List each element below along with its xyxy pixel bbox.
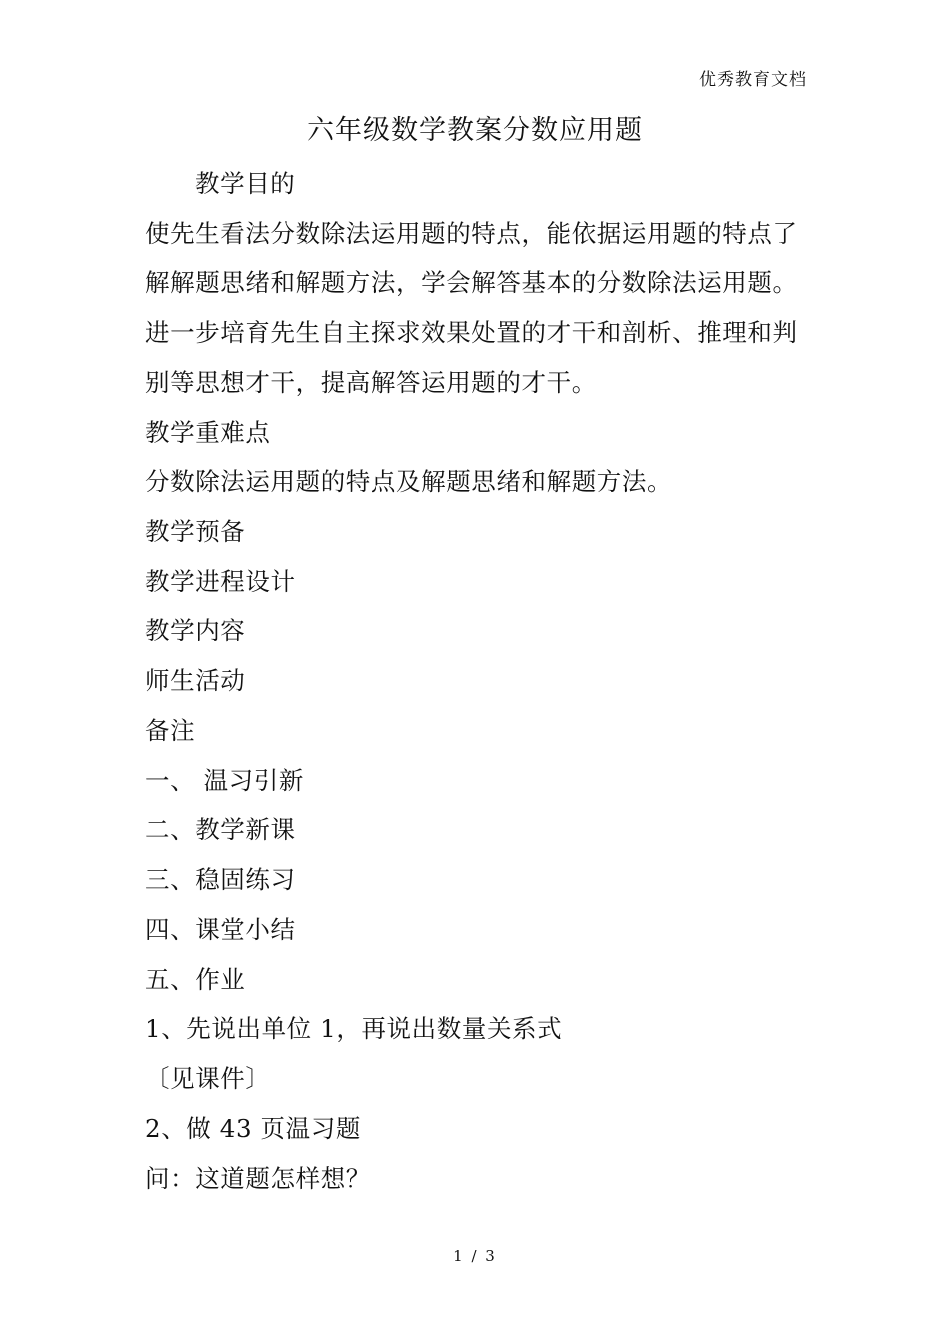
section-heading-objectives: 教学目的 [195,169,296,198]
exercise-line: 〔见课件〕 [145,1064,271,1093]
outline-item: 四、课堂小结 [145,915,296,944]
outline-item: 二、教学新课 [145,815,296,844]
paragraph-line: 进一步培育先生自主探求效果处置的才干和剖析、推理和判 [145,318,798,347]
section-heading-activities: 师生活动 [145,666,246,695]
exercise-line: 1、先说出单位 1，再说出数量关系式 [145,1014,563,1043]
outline-item: 三、稳固练习 [145,865,296,894]
section-heading-notes: 备注 [145,716,196,745]
section-heading-preparation: 教学预备 [145,517,246,546]
outline-item: 五、作业 [145,965,246,994]
paragraph-line: 分数除法运用题的特点及解题思绪和解题方法。 [145,467,673,496]
exercise-line: 2、做 43 页温习题 [145,1114,361,1143]
outline-item: 一、 温习引新 [145,766,304,795]
paragraph-line: 别等思想才干，提高解答运用题的才干。 [145,368,597,397]
document-title: 六年级数学教案分数应用题 [307,115,643,146]
header-note: 优秀教育文档 [699,70,807,90]
page-indicator: 1 / 3 [453,1247,497,1265]
section-heading-key-points: 教学重难点 [145,418,271,447]
paragraph-line: 解解题思绪和解题方法，学会解答基本的分数除法运用题。 [145,268,798,297]
section-heading-content: 教学内容 [145,616,246,645]
section-heading-process-design: 教学进程设计 [145,567,296,596]
exercise-line: 问：这道题怎样想？ [145,1164,371,1193]
paragraph-line: 使先生看法分数除法运用题的特点，能依据运用题的特点了 [145,219,798,248]
